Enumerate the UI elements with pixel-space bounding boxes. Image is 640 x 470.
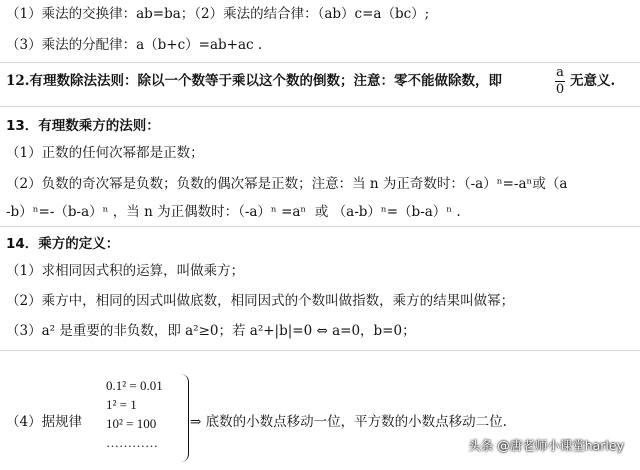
rule-result: ⇒ 底数的小数点移动一位，平方数的小数点移动二位. — [190, 414, 507, 430]
watermark: 头条 @唐老师小课堂harley — [468, 438, 624, 453]
rule-label: （4）据规律 — [6, 414, 83, 430]
line-14-3: （3）a² 是重要的非负数，即 a²≥0；若 a²+|b|=0 ⇔ a=0，b=0； — [6, 323, 416, 339]
heading-13: 13．有理数乘方的法则： — [6, 118, 160, 134]
divider — [0, 350, 640, 351]
heading-14: 14．乘方的定义： — [6, 236, 120, 252]
rule-examples — [106, 376, 182, 462]
line-commutative-associative: （1）乘法的交换律：ab=ba；（2）乘法的结合律：（ab）c=a（bc）; — [6, 6, 430, 22]
line-14-1: （1）求相同因式积的运算，叫做乘方； — [6, 263, 245, 279]
rule-example: 1² = 1 — [106, 397, 137, 412]
divider — [0, 62, 640, 63]
line-division-suffix: 无意义. — [570, 73, 616, 89]
line-13-2-cont: -b）ⁿ=-（b-a）ⁿ ，当 n 为正偶数时：（-a）ⁿ =aⁿ 或 （a-b）ⁿ=（b-a）ⁿ . — [6, 204, 461, 220]
divider — [0, 226, 640, 227]
line-13-1: （1）正数的任何次幂都是正数； — [6, 145, 204, 161]
rule-example: 10² = 100 — [106, 416, 157, 431]
line-14-2: （2）乘方中，相同的因式叫做底数，相同因式的个数叫做指数，乘方的结果叫做幂； — [6, 293, 515, 309]
rule-example: ………… — [106, 435, 158, 450]
right-brace — [180, 374, 189, 462]
line-13-2: （2）负数的奇次幂是负数；负数的偶次幂是正数；注意：当 n 为正奇数时：（-a）ⁿ=-aⁿ或（a — [6, 176, 568, 192]
fraction-a-over-0: a 0 — [555, 65, 565, 97]
rule-example: 0.1² = 0.01 — [106, 378, 163, 393]
line-distributive: （3）乘法的分配律：a（b+c）=ab+ac . — [6, 37, 263, 53]
line-division-rule: 12.有理数除法法则：除以一个数等于乘以这个数的倒数；注意：零不能做除数，即 — [6, 73, 502, 89]
divider — [0, 106, 640, 107]
